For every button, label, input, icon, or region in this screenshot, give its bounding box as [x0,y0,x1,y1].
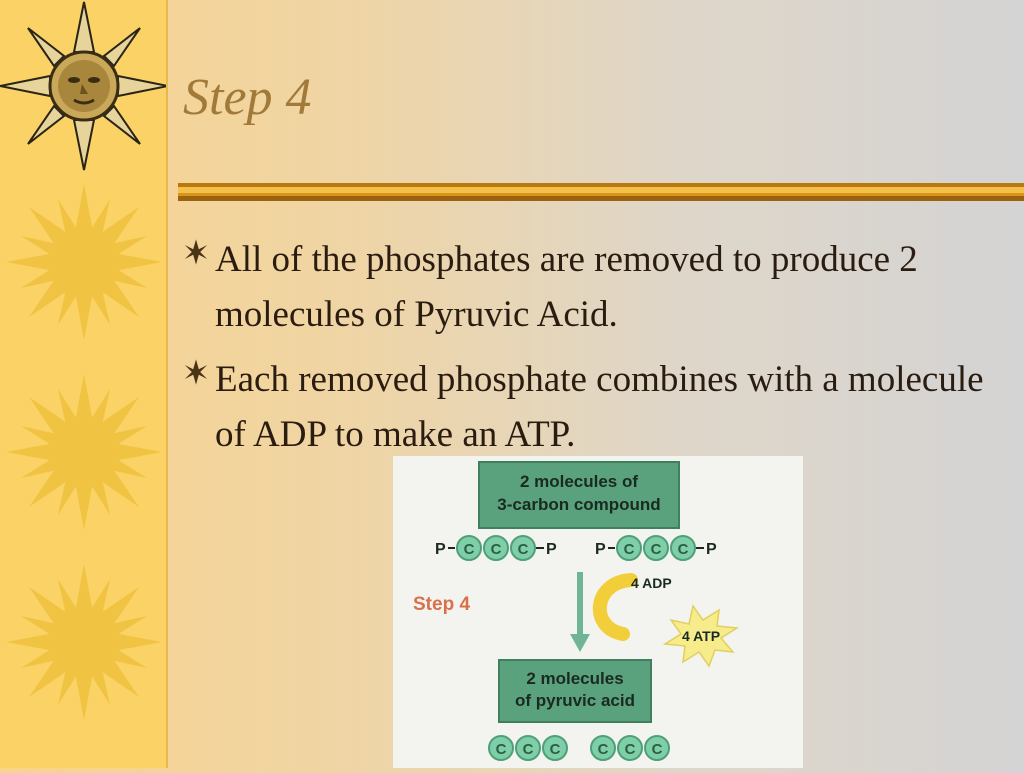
pyruvic-chain-left [489,736,567,760]
slide-title: Step 4 [183,69,312,126]
star-bullet-icon [182,358,210,386]
svg-text:C: C [522,741,534,758]
bullet-text: All of the phosphates are removed to produce 2 molecules of Pyruvic Acid. [215,239,918,335]
phosphate-chain-right [595,536,717,560]
sun-face-icon [0,2,166,170]
bullet-text: Each removed phosphate combines with a molecule of ADP to make an ATP. [215,359,984,455]
down-arrow-icon [570,572,590,652]
adp-label: 4 ADP [631,575,672,591]
decorative-sidebar [0,0,168,768]
pyruvic-chain-right [591,736,669,760]
sun-icon [0,363,166,541]
svg-text:C: C [463,541,475,558]
sun-icon [0,173,166,351]
sun-icon [0,553,166,731]
phosphate-chain-left [435,536,557,560]
top-box-line1: 2 molecules of [519,472,639,491]
bullet-item [182,232,1002,342]
title-divider [178,183,1024,203]
svg-text:C: C [650,541,662,558]
svg-text:C: C [677,541,689,558]
svg-text:C: C [597,741,609,758]
adp-curve-arrow [600,580,631,634]
glycolysis-step4-figure [393,456,803,768]
svg-text:C: C [490,541,502,558]
svg-text:P: P [435,541,446,558]
svg-text:C: C [549,741,561,758]
svg-text:C: C [651,741,663,758]
sun-decorations [0,0,166,768]
svg-text:P: P [595,541,606,558]
svg-text:C: C [624,741,636,758]
bullet-list [182,232,1002,472]
bottom-box-line2: of pyruvic acid [515,691,635,710]
svg-text:C: C [495,741,507,758]
step-label: Step 4 [413,594,471,615]
bullet-item [182,352,1002,462]
star-bullet-icon [182,238,210,266]
top-box-line2: 3-carbon compound [497,495,661,514]
svg-text:C: C [517,541,529,558]
atp-label: 4 ATP [681,628,721,644]
bottom-box-line1: 2 molecules [526,669,624,688]
svg-text:P: P [546,541,557,558]
svg-text:C: C [623,541,635,558]
svg-text:P: P [706,541,717,558]
